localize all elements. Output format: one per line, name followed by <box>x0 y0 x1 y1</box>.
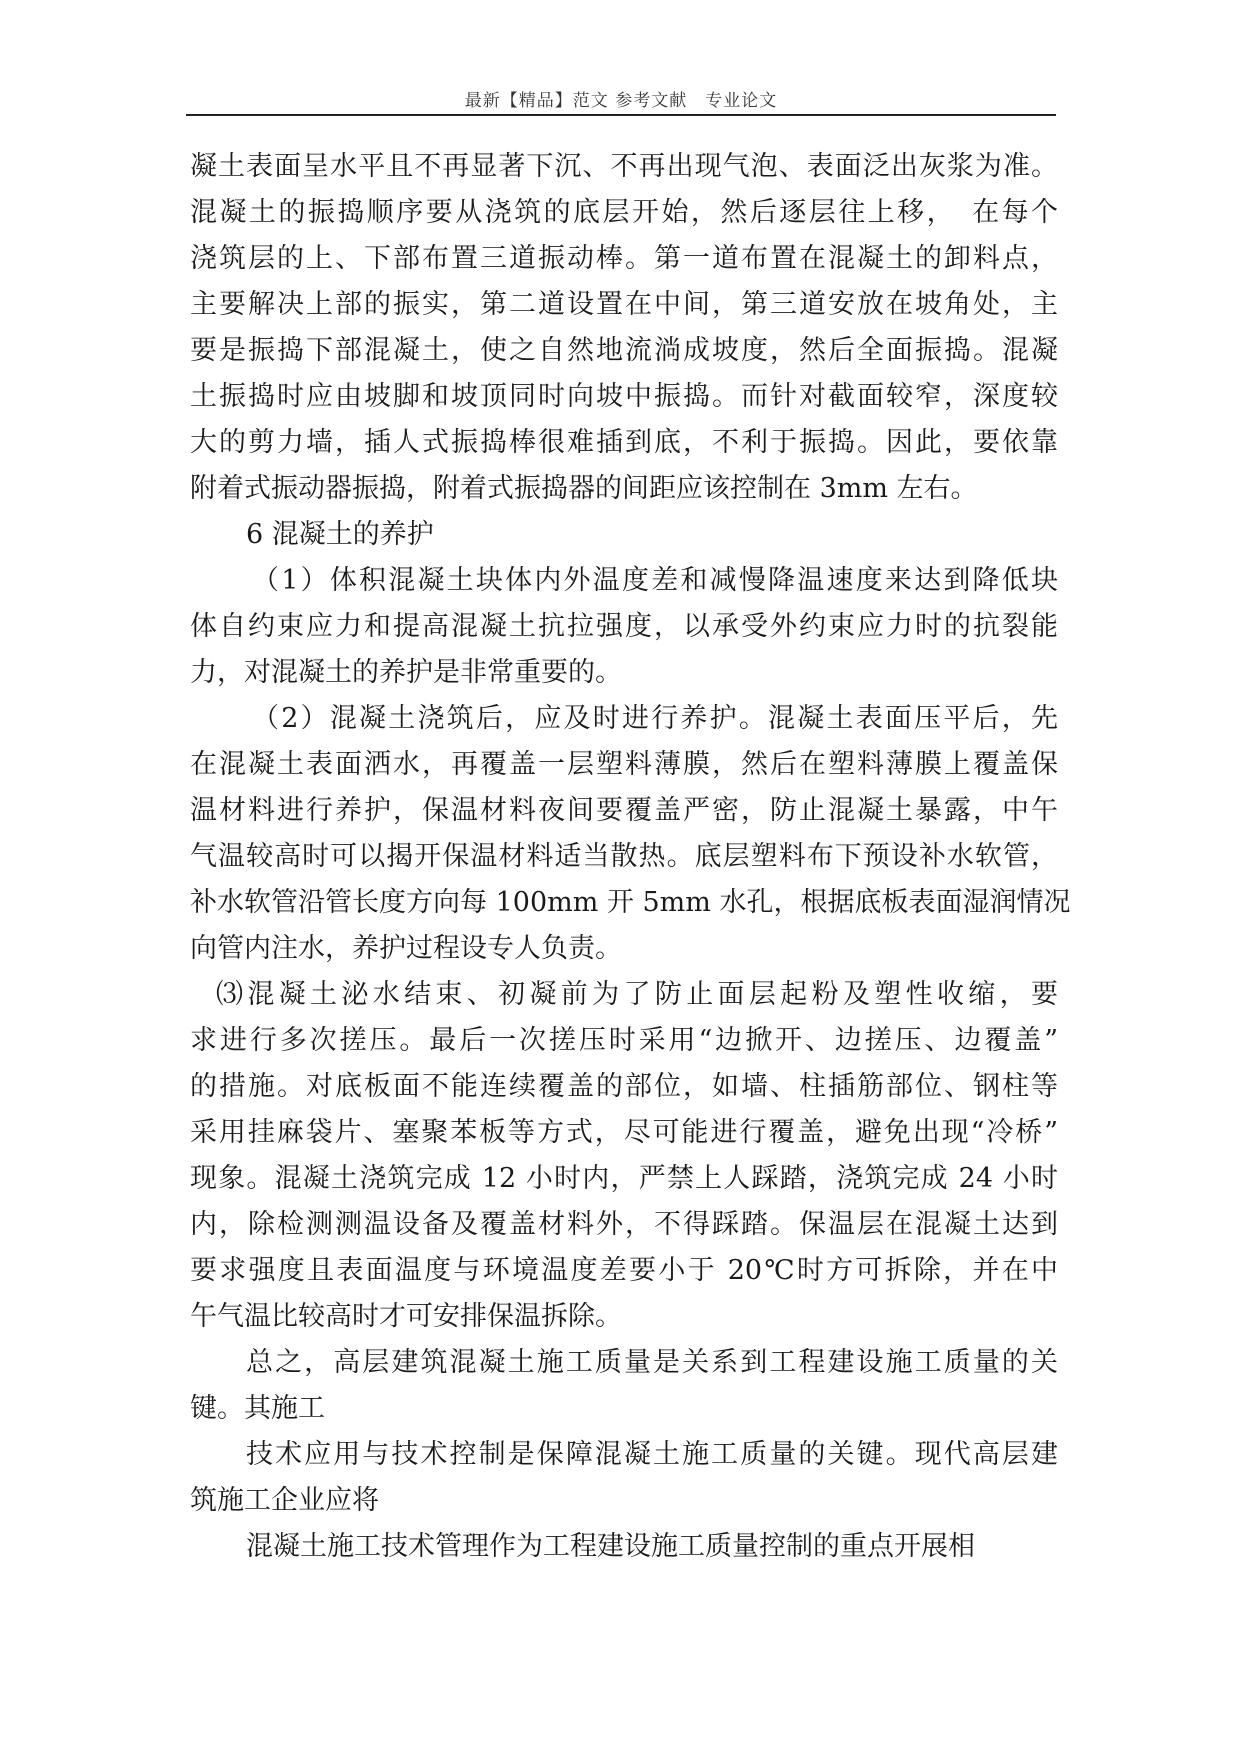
text-line: （1）体积混凝土块体内外温度差和减慢降温速度来达到降低块 <box>252 565 1058 596</box>
text-line: 技术应用与技术控制是保障混凝土施工质量的关键。现代高层建 <box>246 1439 1058 1470</box>
text-line: 求进行多次搓压。最后一次搓压时采用“边掀开、边搓压、边覆盖” <box>190 1025 1058 1056</box>
text-line: 主要解决上部的振实，第二道设置在中间，第三道安放在坡角处，主 <box>190 289 1058 320</box>
text-line: 力，对混凝土的养护是非常重要的。 <box>190 657 622 688</box>
page-header: 最新【精品】范文 参考文献 专业论文 <box>464 91 778 111</box>
text-line: ⑶混凝土泌水结束、初凝前为了防止面层起粉及塑性收缩，要 <box>216 979 1058 1010</box>
text-line: （2）混凝土浇筑后，应及时进行养护。混凝土表面压平后，先 <box>252 703 1058 734</box>
text-line: 大的剪力墙，插人式振捣棒很难插到底，不利于振捣。因此，要依靠 <box>190 427 1058 458</box>
text-line: 体自约束应力和提高混凝土抗拉强度，以承受外约束应力时的抗裂能 <box>190 611 1058 642</box>
text-line: 要是振捣下部混凝土，使之自然地流淌成坡度，然后全面振捣。混凝 <box>190 335 1058 366</box>
section-heading: 6 混凝土的养护 <box>246 519 434 550</box>
text-line: 气温较高时可以揭开保温材料适当散热。底层塑料布下预设补水软管， <box>190 841 1058 872</box>
text-line: 现象。混凝土浇筑完成 12 小时内，严禁上人踩踏，浇筑完成 24 小时 <box>190 1163 1058 1194</box>
text-line: 筑施工企业应将 <box>190 1485 379 1516</box>
text-line: 向管内注水，养护过程设专人负责。 <box>190 933 622 964</box>
text-line: 键。其施工 <box>190 1393 325 1424</box>
text-line: 的措施。对底板面不能连续覆盖的部位，如墙、柱插筋部位、钢柱等 <box>190 1071 1058 1102</box>
text-line: 温材料进行养护，保温材料夜间要覆盖严密，防止混凝土暴露，中午 <box>190 795 1058 826</box>
text-line: 浇筑层的上、下部布置三道振动棒。第一道布置在混凝土的卸料点， <box>190 243 1058 274</box>
text-line: 混凝土施工技术管理作为工程建设施工质量控制的重点开展相 <box>246 1531 975 1562</box>
text-line: 在混凝土表面洒水，再覆盖一层塑料薄膜，然后在塑料薄膜上覆盖保 <box>190 749 1058 780</box>
text-line: 土振捣时应由坡脚和坡顶同时向坡中振捣。而针对截面较窄，深度较 <box>190 381 1058 412</box>
text-line: 要求强度且表面温度与环境温度差要小于 20℃时方可拆除，并在中 <box>190 1255 1058 1286</box>
text-line: 附着式振动器振捣，附着式振捣器的间距应该控制在 3mm 左右。 <box>190 473 978 504</box>
text-line: 混凝土的振捣顺序要从浇筑的底层开始，然后逐层往上移， 在每个 <box>190 197 1058 228</box>
text-line: 采用挂麻袋片、塞聚苯板等方式，尽可能进行覆盖，避免出现“冷桥” <box>190 1117 1058 1148</box>
text-line: 凝土表面呈水平且不再显著下沉、不再出现气泡、表面泛出灰浆为准。 <box>190 151 1058 182</box>
text-line: 内，除检测测温设备及覆盖材料外，不得踩踏。保温层在混凝土达到 <box>190 1209 1058 1240</box>
text-line: 午气温比较高时才可安排保温拆除。 <box>190 1301 622 1332</box>
text-line: 补水软管沿管长度方向每 100mm 开 5mm 水孔，根据底板表面湿润情况 <box>190 887 1071 918</box>
header-divider <box>186 114 1056 116</box>
text-line: 总之，高层建筑混凝土施工质量是关系到工程建设施工质量的关 <box>246 1347 1058 1378</box>
